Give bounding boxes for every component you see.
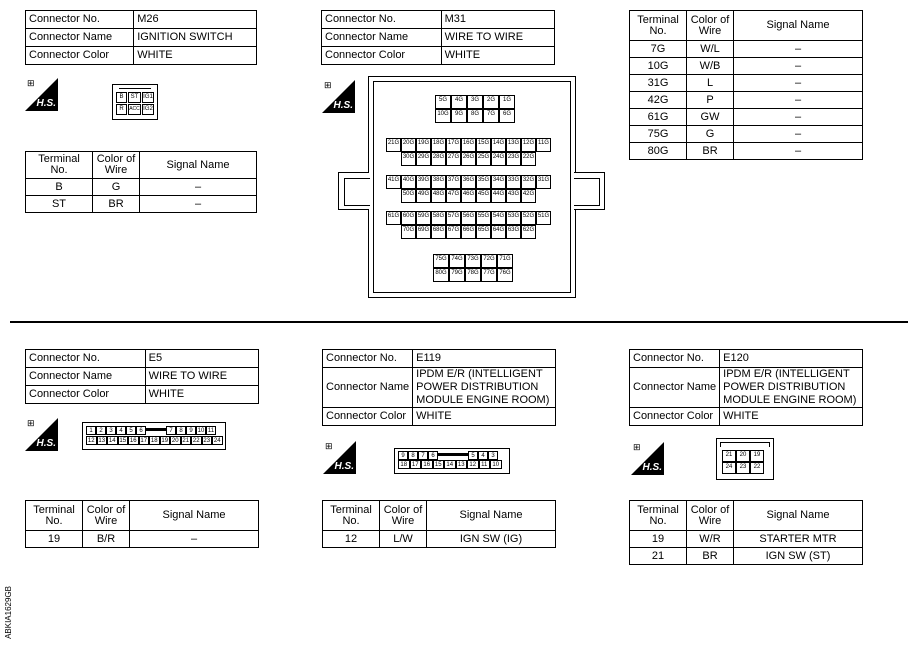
cell: W/B [687, 58, 734, 75]
col-header: Terminal No. [26, 501, 83, 531]
pin: 75G [433, 254, 449, 268]
pin: 20G [401, 138, 416, 152]
pin: 13G [506, 138, 521, 152]
pin: 65G [476, 225, 491, 239]
cell: G [93, 179, 140, 196]
label: Connector Color [26, 386, 146, 404]
pin: 9 [186, 426, 196, 435]
m26-terminal-table [25, 151, 257, 213]
pin: 44G [491, 189, 506, 203]
pin: 5 [468, 451, 478, 460]
pin: 14 [444, 460, 456, 469]
pin: 8 [408, 451, 418, 460]
pin: 23 [203, 438, 211, 444]
cell: 10G [630, 58, 687, 75]
pin: 20 [171, 438, 179, 444]
pin: 6G [499, 109, 515, 123]
pin: 53G [506, 211, 521, 225]
m31-side-tab-left [338, 172, 369, 210]
pin: 41G [386, 175, 401, 189]
pin: 6 [136, 426, 146, 435]
cell: ST [26, 196, 93, 213]
pin: 24G [491, 152, 506, 166]
pin: 10 [197, 428, 205, 434]
pin: 63G [506, 225, 521, 239]
cell: P [687, 92, 734, 109]
pin: 36G [461, 175, 476, 189]
pin: 15G [476, 138, 491, 152]
pin: 4G [451, 95, 467, 109]
pin: 47G [446, 189, 461, 203]
label: Connector Color [323, 408, 413, 426]
cell: B [26, 179, 93, 196]
e5-info-table [25, 349, 259, 404]
hs-icon: ⊞ H.S. [633, 442, 662, 473]
cell: – [140, 179, 257, 196]
pin: 48G [431, 189, 446, 203]
connector-name: WIRE TO WIRE [441, 29, 554, 47]
pin: 23 [736, 462, 750, 474]
hs-icon: ⊞ H.S. [324, 80, 353, 111]
connector-name: IPDM E/R (INTELLIGENT POWER DISTRIBUTION MODULE ENGINE ROOM) [413, 368, 556, 408]
col-header: Terminal No. [323, 501, 380, 531]
e120-terminal-table [629, 500, 863, 565]
pin: 3 [106, 426, 116, 435]
cell: IGN SW (IG) [427, 531, 556, 548]
pin: 62G [521, 225, 536, 239]
pin: 15 [119, 438, 127, 444]
cell: – [734, 92, 863, 109]
e119-info-table [322, 349, 556, 426]
pin: 76G [497, 268, 513, 282]
pin: 19 [161, 438, 169, 444]
connector-no: E119 [413, 350, 556, 368]
label: Connector Color [322, 47, 442, 65]
pin: 17 [410, 460, 422, 469]
pin: ST [128, 92, 141, 103]
pin: 19 [750, 450, 764, 462]
pin: 22G [521, 152, 536, 166]
pin: 50G [401, 189, 416, 203]
pin: 49G [416, 189, 431, 203]
pin: 17 [140, 438, 148, 444]
m26-info-table [25, 10, 257, 65]
cell: IGN SW (ST) [734, 548, 863, 565]
hs-icon: ⊞ H.S. [27, 78, 56, 109]
connector-color: WHITE [413, 408, 556, 426]
m31-info-table [321, 10, 555, 65]
pin: 16 [421, 460, 433, 469]
pin: 19G [416, 138, 431, 152]
pin: 66G [461, 225, 476, 239]
pin: IG2 [142, 104, 154, 115]
pin: 54G [491, 211, 506, 225]
label: Connector Color [26, 47, 134, 65]
pin: 40G [401, 175, 416, 189]
pin: 7G [483, 109, 499, 123]
pin: 9G [451, 109, 467, 123]
pin: 23G [506, 152, 521, 166]
label: Connector Name [630, 368, 720, 408]
pin: 39G [416, 175, 431, 189]
cell: L/W [380, 531, 427, 548]
cell: 75G [630, 126, 687, 143]
pin: 10G [435, 109, 451, 123]
pin: 72G [481, 254, 497, 268]
pin: IG1 [142, 92, 154, 103]
label: Connector No. [323, 350, 413, 368]
col-header: Signal Name [130, 501, 259, 531]
pin: 8G [467, 109, 483, 123]
pin: 33G [506, 175, 521, 189]
pin: 45G [476, 189, 491, 203]
pin: 16 [129, 438, 137, 444]
pin: 16G [461, 138, 476, 152]
col-header: Color of Wire [687, 501, 734, 531]
pin: 5 [126, 426, 136, 435]
pin: 59G [416, 211, 431, 225]
cell: W/L [687, 41, 734, 58]
pin: 12 [467, 460, 479, 469]
pin: 21 [722, 450, 736, 462]
label: Connector No. [322, 11, 442, 29]
pin: 14 [108, 438, 116, 444]
pin: 46G [461, 189, 476, 203]
cell: – [734, 143, 863, 160]
label: Connector No. [26, 350, 146, 368]
pin: 24 [722, 462, 736, 474]
pin: 12G [521, 138, 536, 152]
cell: – [140, 196, 257, 213]
cell: STARTER MTR [734, 531, 863, 548]
pin: 8 [176, 426, 186, 435]
connector-no: M31 [441, 11, 554, 29]
pin: 4 [116, 426, 126, 435]
pin: 3 [488, 451, 498, 460]
m26-connector-face [112, 84, 158, 120]
col-header: Color of Wire [83, 501, 130, 531]
pin: 18G [431, 138, 446, 152]
label: Connector No. [26, 11, 134, 29]
pin: 10 [490, 460, 502, 469]
pin: 21G [386, 138, 401, 152]
connector-no: M26 [134, 11, 257, 29]
pin: 51G [536, 211, 551, 225]
connector-no: E120 [720, 350, 863, 368]
pin: 24 [213, 438, 221, 444]
pin: 2 [96, 426, 106, 435]
pin: 17G [446, 138, 461, 152]
e119-terminal-table [322, 500, 556, 548]
pin: 31G [536, 175, 551, 189]
cell: BR [687, 548, 734, 565]
cell: – [734, 75, 863, 92]
cell: 12 [323, 531, 380, 548]
pin: 25G [476, 152, 491, 166]
pin: 9 [398, 451, 408, 460]
pin: 12 [87, 438, 95, 444]
pin: 69G [416, 225, 431, 239]
connector-color: WHITE [145, 386, 258, 404]
cell: L [687, 75, 734, 92]
pin: B [116, 92, 127, 103]
e120-info-table [629, 349, 863, 426]
pin: 80G [433, 268, 449, 282]
m31-side-tab-right [574, 172, 605, 210]
pin: R [116, 104, 127, 115]
pin: 22 [192, 438, 200, 444]
pin: 67G [446, 225, 461, 239]
pin: 60G [401, 211, 416, 225]
hs-icon: ⊞ H.S. [27, 418, 56, 449]
pin: 1 [86, 426, 96, 435]
pin: 28G [431, 152, 446, 166]
connector-color: WHITE [720, 408, 863, 426]
pin: 42G [521, 189, 536, 203]
col-header: Signal Name [427, 501, 556, 531]
cell: 7G [630, 41, 687, 58]
pin: 27G [446, 152, 461, 166]
pin: 37G [446, 175, 461, 189]
pin: 21 [182, 438, 190, 444]
section-divider [10, 321, 908, 323]
connector-color: WHITE [441, 47, 554, 65]
col-header: Signal Name [734, 501, 863, 531]
cell: – [734, 58, 863, 75]
pin: 11 [479, 460, 491, 469]
pin: 34G [491, 175, 506, 189]
hs-icon: ⊞ H.S. [325, 441, 354, 472]
label: Connector Name [322, 29, 442, 47]
connector-no: E5 [145, 350, 258, 368]
pin: 61G [386, 211, 401, 225]
pin: 68G [431, 225, 446, 239]
pin: 26G [461, 152, 476, 166]
cell: 80G [630, 143, 687, 160]
cell: G [687, 126, 734, 143]
connector-name: IPDM E/R (INTELLIGENT POWER DISTRIBUTION MODULE ENGINE ROOM) [720, 368, 863, 408]
cell: – [130, 531, 259, 548]
pin: 78G [465, 268, 481, 282]
pin: 3G [467, 95, 483, 109]
cell: 21 [630, 548, 687, 565]
label: Connector Color [630, 408, 720, 426]
col-header: Signal Name [734, 11, 863, 41]
pin: 13 [456, 460, 468, 469]
cell: 31G [630, 75, 687, 92]
cell: – [734, 109, 863, 126]
pin: 38G [431, 175, 446, 189]
col-header: Color of Wire [380, 501, 427, 531]
label: Connector No. [630, 350, 720, 368]
cell: 19 [630, 531, 687, 548]
pin: 14G [491, 138, 506, 152]
figure-id: ABKIA1629GB [4, 586, 13, 639]
pin: 56G [461, 211, 476, 225]
connector-color: WHITE [134, 47, 257, 65]
pin: 79G [449, 268, 465, 282]
pin: 58G [431, 211, 446, 225]
pin: 18 [150, 438, 158, 444]
pin: 15 [433, 460, 445, 469]
m31-terminal-table [629, 10, 863, 160]
cell: B/R [83, 531, 130, 548]
pin: 77G [481, 268, 497, 282]
col-header: Terminal No. [26, 152, 93, 179]
pin: 1G [499, 95, 515, 109]
col-header: Terminal No. [630, 11, 687, 41]
connector-name: IGNITION SWITCH [134, 29, 257, 47]
pin: 7 [418, 451, 428, 460]
cell: – [734, 126, 863, 143]
pin: 11G [536, 138, 551, 152]
pin: 73G [465, 254, 481, 268]
pin: 20 [736, 450, 750, 462]
label: Connector Name [26, 29, 134, 47]
pin: 6 [428, 451, 438, 460]
lock-tab [438, 451, 468, 456]
pin: 30G [401, 152, 416, 166]
pin: 57G [446, 211, 461, 225]
pin: 2G [483, 95, 499, 109]
pin: 71G [497, 254, 513, 268]
col-header: Color of Wire [687, 11, 734, 41]
pin: 74G [449, 254, 465, 268]
pin: 35G [476, 175, 491, 189]
lock-tab [146, 426, 166, 431]
label: Connector Name [26, 368, 146, 386]
cell: GW [687, 109, 734, 126]
pin: 13 [98, 438, 106, 444]
pin: 55G [476, 211, 491, 225]
col-header: Terminal No. [630, 501, 687, 531]
pin: 64G [491, 225, 506, 239]
pin: 29G [416, 152, 431, 166]
cell: 19 [26, 531, 83, 548]
pin: 11 [207, 428, 215, 434]
pin: 18 [398, 460, 410, 469]
col-header: Signal Name [140, 152, 257, 179]
e5-terminal-table [25, 500, 259, 548]
pin: 32G [521, 175, 536, 189]
pin: 7 [166, 426, 176, 435]
pin: 5G [435, 95, 451, 109]
cell: – [734, 41, 863, 58]
col-header: Color of Wire [93, 152, 140, 179]
cell: W/R [687, 531, 734, 548]
connector-name: WIRE TO WIRE [145, 368, 258, 386]
pin: 22 [750, 462, 764, 474]
cell: BR [687, 143, 734, 160]
pin: ACC [128, 104, 141, 115]
pin: 52G [521, 211, 536, 225]
cell: BR [93, 196, 140, 213]
label: Connector Name [323, 368, 413, 408]
pin: 70G [401, 225, 416, 239]
cell: 61G [630, 109, 687, 126]
pin: 43G [506, 189, 521, 203]
cell: 42G [630, 92, 687, 109]
pin: 4 [478, 451, 488, 460]
